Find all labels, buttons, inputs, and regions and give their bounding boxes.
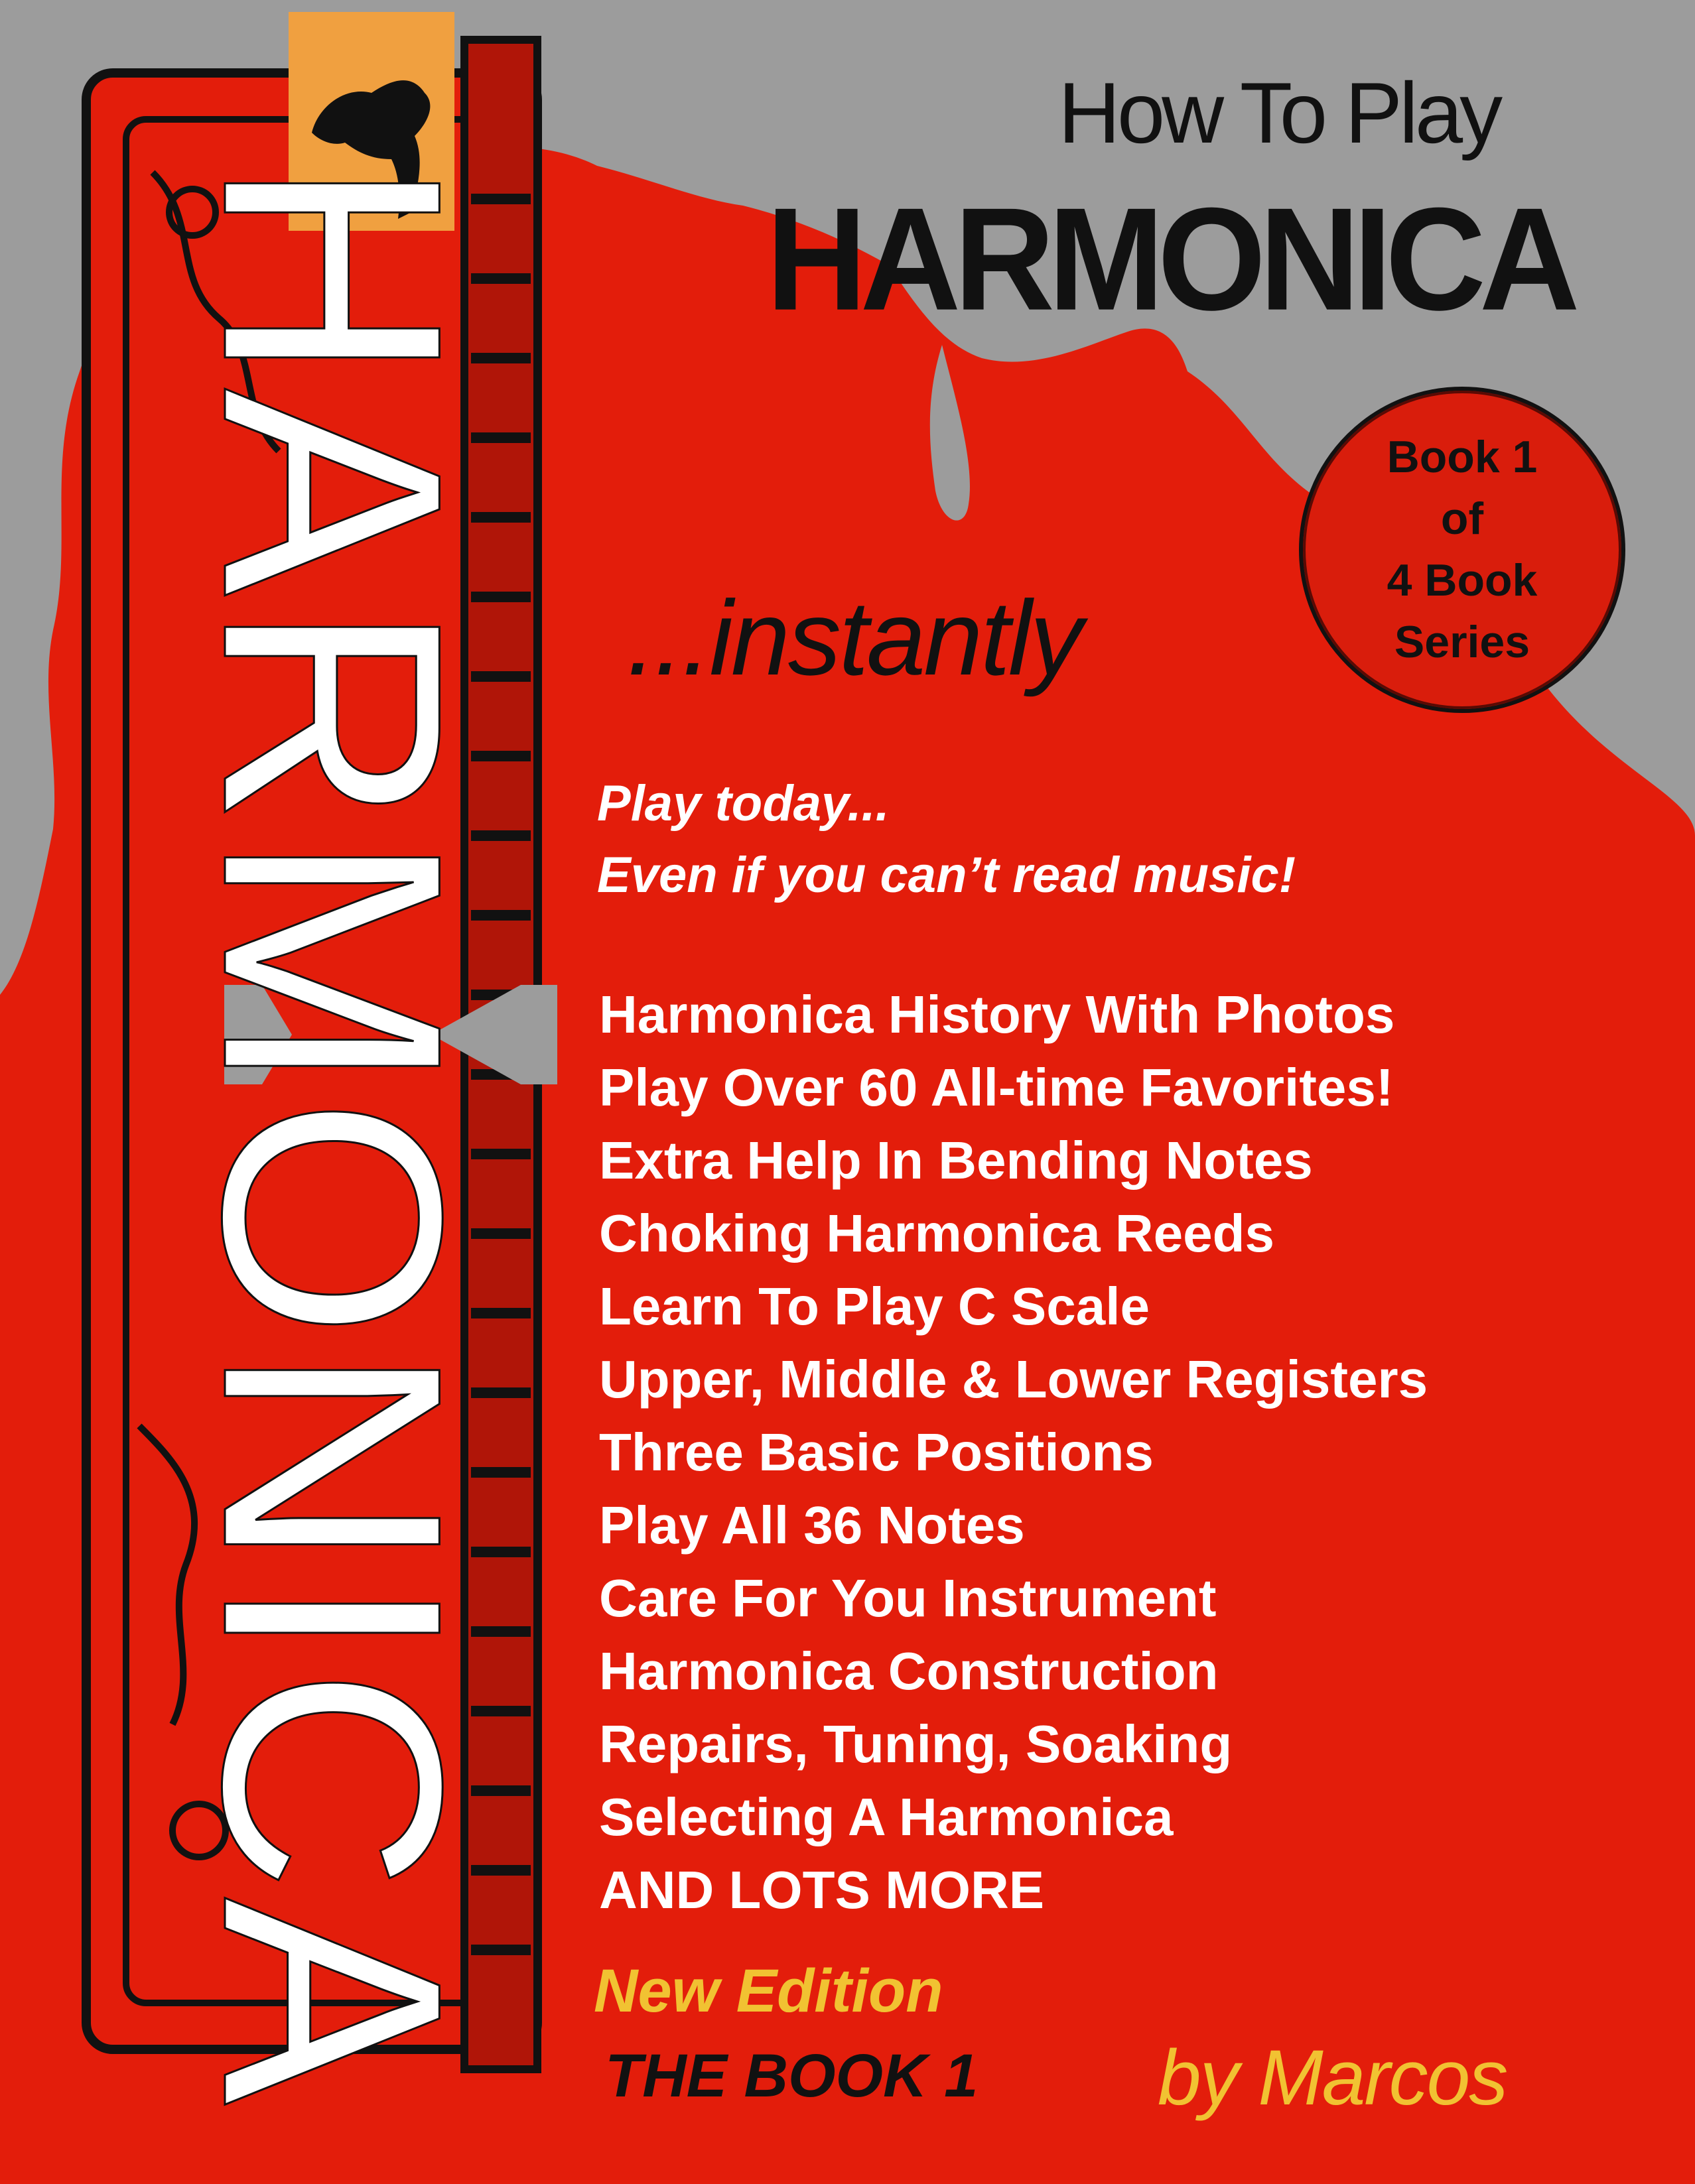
feature-item: Harmonica History With Photos [599,985,1395,1044]
title-line-1: How To Play [1058,64,1500,161]
tagline-line: Even if you can’t read music! [597,847,1296,903]
feature-item: Extra Help In Bending Notes [599,1131,1313,1190]
promo-tagline [597,768,1296,911]
spine-title-block [151,157,513,2111]
edition-label: New Edition [594,1957,943,2025]
badge-line: Book 1 [1387,432,1538,482]
feature-item: Play All 36 Notes [599,1496,1025,1555]
instantly-tagline: ...instantly [627,578,1081,697]
feature-item: Choking Harmonica Reeds [599,1204,1275,1263]
feature-item: Repairs, Tuning, Soaking [599,1714,1233,1773]
badge-line: of [1440,493,1484,544]
feature-item: Care For You Instrument [599,1569,1217,1628]
tagline-line: Play today... [597,775,890,832]
spine-title: HARMONICA [158,157,507,2111]
feature-item: Three Basic Positions [599,1423,1154,1482]
title-line-2: HARMONICA [766,177,1574,341]
feature-item: AND LOTS MORE [599,1860,1045,1919]
badge-line: 4 Book [1387,555,1538,606]
book-label: THE BOOK 1 [605,2042,979,2110]
badge-line: Series [1394,617,1530,667]
feature-item: Selecting A Harmonica [599,1787,1174,1846]
author-byline: by Marcos [1158,2034,1507,2122]
feature-item: Learn To Play C Scale [599,1277,1150,1336]
badge-text [1353,426,1572,673]
series-badge [1299,387,1625,713]
feature-list [599,978,1428,1927]
feature-item: Play Over 60 All-time Favorites! [599,1058,1394,1117]
feature-item: Harmonica Construction [599,1641,1219,1701]
feature-item: Upper, Middle & Lower Registers [599,1350,1428,1409]
